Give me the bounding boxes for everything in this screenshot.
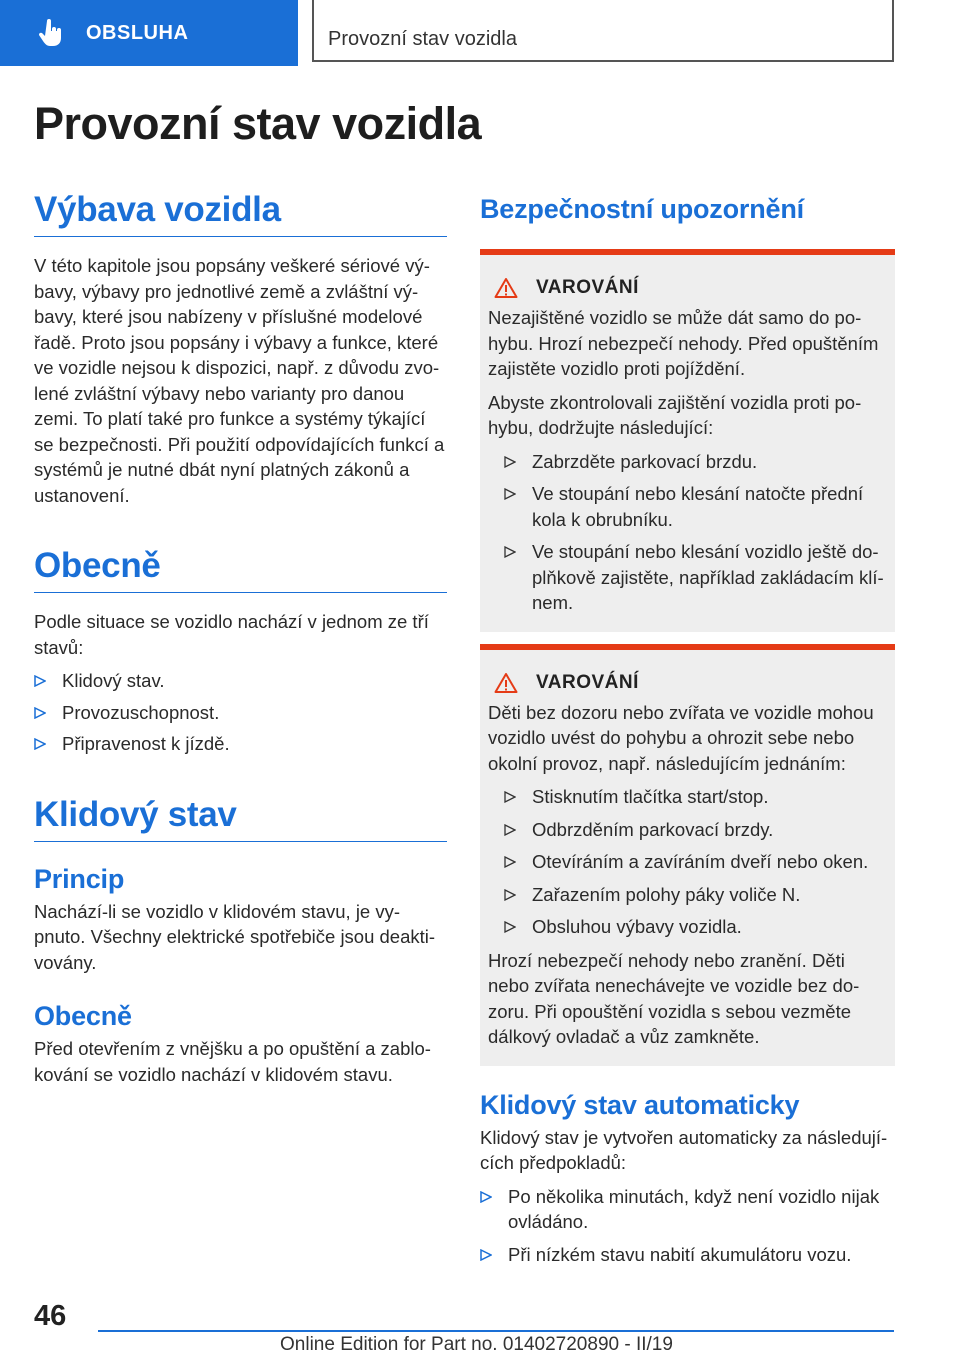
hand-pointer-icon: [36, 18, 66, 48]
vybava-paragraph: [34, 253, 447, 508]
bullet-triangle-icon: [504, 921, 516, 933]
footer-edition: Online Edition for Part no. 01402720890 - II/19: [280, 1334, 673, 1355]
states-list: [34, 668, 447, 757]
list-item-text: Obsluhou výbavy vozidla.: [532, 916, 742, 937]
text-line: Klidový stav je vytvořen automaticky za následují-: [480, 1126, 888, 1148]
text-line: cích předpokladů:: [480, 1152, 627, 1173]
heading-klidovy-stav: Klidový stav: [34, 795, 447, 842]
text-line: bavy, výbavy pro jednotlivé země a zvláštní vý-: [34, 280, 419, 302]
list-item-text: Zařazením polohy páky voliče N.: [532, 883, 801, 905]
warning-box-1: [480, 249, 895, 632]
list-item-text: Při nízkém stavu nabití akumulátoru vozu.: [508, 1243, 852, 1265]
heading-vybava: Výbava vozidla: [34, 190, 447, 237]
warning-box-2: [480, 644, 895, 1066]
text-line: Před otevřením z vnějšku a po opuštění a zablo-: [34, 1038, 431, 1059]
text-line: ve vozidle nejsou k dispozici, např. z důvodu zvo-: [34, 357, 440, 378]
heading-obecne: Obecně: [34, 546, 447, 593]
list-item-text: Otevíráním a zavíráním dveří nebo oken.: [532, 851, 869, 872]
text-line: okolní provoz, např. následujícím jednáním:: [488, 752, 846, 774]
bullet-triangle-icon: [504, 546, 516, 558]
bullet-triangle-icon: [504, 488, 516, 500]
text-line: nebo zvířata nenechávejte ve vozidle bez do-: [488, 975, 860, 996]
text-line: ustanovení.: [34, 484, 130, 506]
footer-divider: [98, 1330, 894, 1332]
text-line: Hrozí nebezpečí nehody nebo zranění. Děti: [488, 949, 845, 971]
warning-header: [488, 672, 887, 694]
text-line: Podle situace se vozidlo nachází v jednom ze tří: [34, 611, 429, 632]
list-item: [496, 817, 887, 843]
list-item: [480, 1184, 895, 1235]
warning-label: VAROVÁNÍ: [536, 277, 639, 298]
list-item: [496, 849, 887, 875]
text-line: bavy, které jsou nabízeny v příslušné modelové: [34, 306, 423, 327]
chapter-tab[interactable]: [312, 0, 894, 62]
text-line: řadě. Proto jsou popsány i výbavy a funkce, které: [34, 331, 439, 353]
warning-1-list: [488, 449, 887, 616]
text-line: vovány.: [34, 951, 97, 973]
list-item-text: plňkově zajistěte, například zakládacím klí-: [532, 566, 884, 588]
text-line: Abyste zkontrolovali zajištění vozidla proti po-: [488, 391, 862, 413]
text-line: systémů je nutné dbát nyní platných zákonů a: [34, 459, 410, 480]
bullet-triangle-icon: [34, 707, 46, 719]
list-item: [496, 914, 887, 940]
list-item-text: Připravenost k jízdě.: [62, 733, 230, 754]
warning-triangle-icon: [494, 672, 518, 694]
list-item-text: Ve stoupání nebo klesání vozidlo ještě do-: [532, 541, 879, 562]
text-line: zoru. Při opouštění vozidla s sebou vezměte: [488, 1000, 851, 1022]
text-line: V této kapitole jsou popsány veškeré sériové vý-: [34, 255, 430, 276]
list-item-text: Po několika minutách, když není vozidlo nijak: [508, 1185, 880, 1207]
left-column: [34, 190, 447, 1087]
list-item: [34, 668, 447, 694]
list-item-text: Klidový stav.: [62, 670, 165, 691]
section-tab-obsluha[interactable]: [0, 0, 298, 66]
list-item-text: ovládáno.: [508, 1211, 589, 1232]
list-item-text: nem.: [532, 592, 574, 613]
text-line: dálkový ovladač a vůz zamkněte.: [488, 1026, 760, 1047]
list-item-text: Provozuschopnost.: [62, 701, 220, 723]
list-item: [34, 700, 447, 726]
bullet-triangle-icon: [504, 856, 516, 868]
bullet-triangle-icon: [34, 675, 46, 687]
list-item: [496, 784, 887, 810]
bullet-triangle-icon: [480, 1249, 492, 1261]
list-item: [496, 539, 887, 616]
list-item-text: Zabrzděte parkovací brzdu.: [532, 450, 758, 472]
auto-list: [480, 1184, 895, 1268]
list-item: [34, 731, 447, 757]
text-line: hybu, dodržujte následující:: [488, 417, 714, 438]
text-line: zemi. To platí také pro funkce a systémy týkající: [34, 408, 426, 429]
section-tab-label: OBSLUHA: [86, 22, 189, 44]
list-item: [480, 1242, 895, 1268]
bullet-triangle-icon: [504, 456, 516, 468]
bullet-triangle-icon: [34, 738, 46, 750]
list-item-text: kola k obrubníku.: [532, 508, 673, 530]
text-line: se bezpečnosti. Při použití odpovídajících funkcí a: [34, 433, 445, 455]
list-item-text: Odbrzděním parkovací brzdy.: [532, 818, 774, 840]
bullet-triangle-icon: [504, 824, 516, 836]
bullet-triangle-icon: [504, 889, 516, 901]
list-item-text: Stisknutím tlačítka start/stop.: [532, 786, 769, 807]
text-line: Nachází-li se vozidlo v klidovém stavu, je vy-: [34, 900, 401, 922]
text-line: vozidlo uvést do pohybu a ohrozit sebe nebo: [488, 727, 855, 748]
heading-klidovy-automaticky: Klidový stav automaticky: [480, 1089, 800, 1120]
page-title: Provozní stav vozidla: [34, 98, 482, 149]
bullet-triangle-icon: [504, 791, 516, 803]
text-line: hybu. Hrozí nebezpečí nehody. Před opuštěním: [488, 332, 879, 354]
text-line: lené zvláštní výbavy nebo varianty pro danou: [34, 382, 405, 404]
right-column: [480, 190, 895, 1267]
heading-princip: Princip: [34, 863, 125, 894]
list-item: [496, 481, 887, 532]
header-bar: [0, 0, 960, 66]
text-line: kování se vozidlo nachází v klidovém stavu.: [34, 1063, 393, 1085]
warning-triangle-icon: [494, 277, 518, 299]
heading-bezpecnostni: Bezpečnostní upozornění: [480, 194, 804, 224]
chapter-tab-label: Provozní stav vozidla: [328, 28, 517, 50]
list-item-text: Ve stoupání nebo klesání natočte přední: [532, 483, 864, 504]
text-line: zajistěte vozidlo proti pojíždění.: [488, 358, 746, 379]
heading-obecne-sub: Obecně: [34, 1001, 132, 1031]
text-line: stavů:: [34, 636, 84, 658]
text-line: Nezajištěné vozidlo se může dát samo do po-: [488, 307, 862, 328]
text-line: Děti bez dozoru nebo zvířata ve vozidle mohou: [488, 701, 874, 723]
warning-header: [488, 277, 887, 299]
list-item: [496, 882, 887, 908]
page-number: 46: [34, 1300, 67, 1332]
bullet-triangle-icon: [480, 1191, 492, 1203]
list-item: [496, 449, 887, 475]
text-line: pnuto. Všechny elektrické spotřebiče jsou deakti-: [34, 926, 436, 947]
warning-2-list: [488, 784, 887, 940]
warning-label: VAROVÁNÍ: [536, 671, 639, 693]
